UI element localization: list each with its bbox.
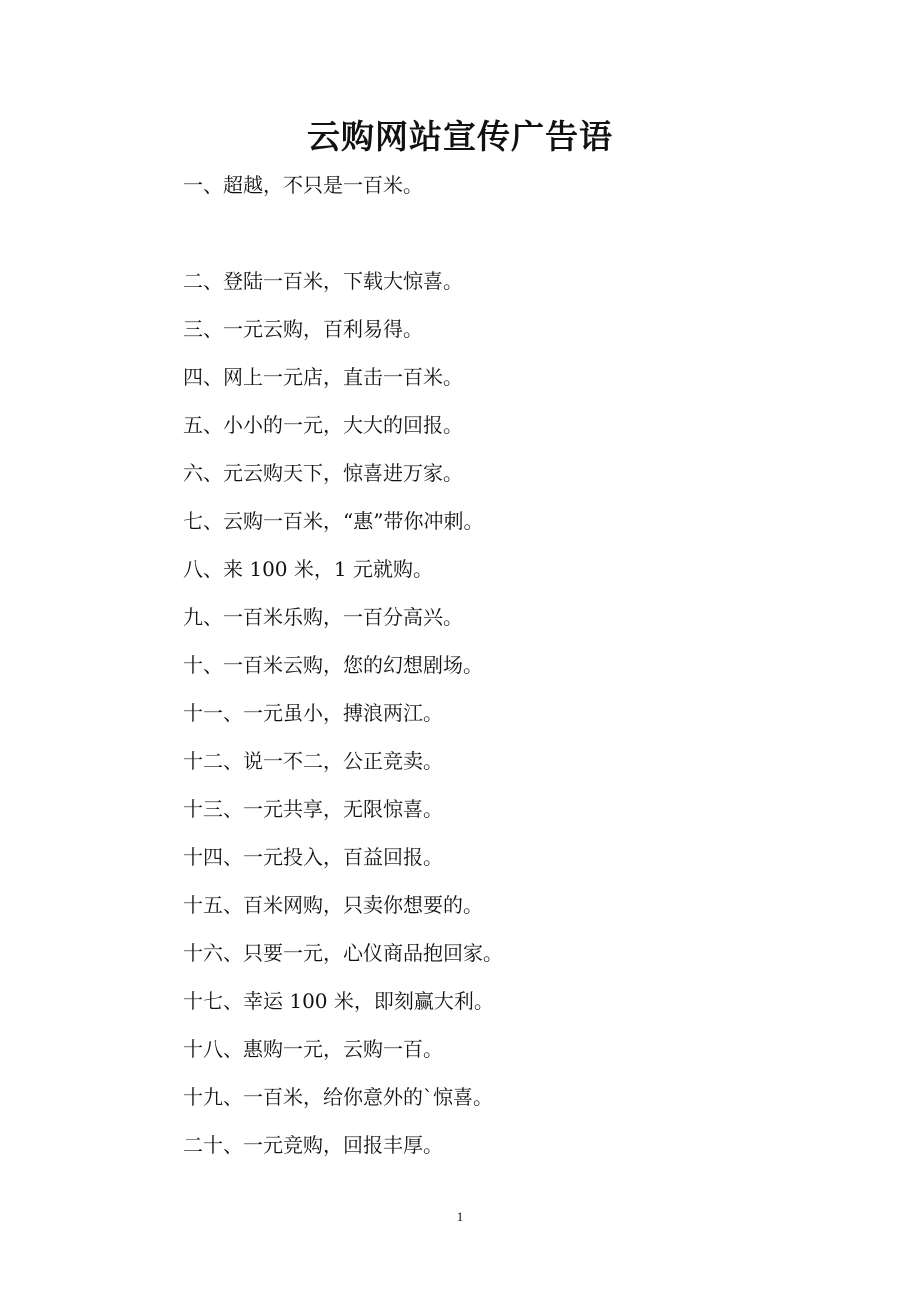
list-item: 八、来 100 米，1 元就购。 [183,557,433,581]
slogan-list [183,165,783,1173]
list-item: 五、小小的一元，大大的回报。 [183,413,463,437]
list-item: 十七、幸运 100 米，即刻赢大利。 [183,989,494,1013]
page-title: 云购网站宣传广告语 [307,117,613,156]
list-item: 十四、一元投入，百益回报。 [183,845,443,869]
list-item: 二、登陆一百米，下载大惊喜。 [183,269,463,293]
list-item: 十三、一元共享，无限惊喜。 [183,797,443,821]
list-item: 十二、说一不二，公正竞卖。 [183,749,443,773]
list-item: 七、云购一百米，“惠”带你冲刺。 [183,509,484,533]
list-item: 十九、一百米，给你意外的`惊喜。 [183,1085,493,1109]
page-number: 1 [456,1209,464,1224]
list-item: 四、网上一元店，直击一百米。 [183,365,463,389]
list-item: 三、一元云购，百利易得。 [183,317,423,341]
list-item: 二十、一元竞购，回报丰厚。 [183,1133,443,1157]
list-item: 十八、惠购一元，云购一百。 [183,1037,443,1061]
list-item: 六、元云购天下，惊喜进万家。 [183,461,463,485]
list-item: 十五、百米网购，只卖你想要的。 [183,893,483,917]
list-item: 十六、只要一元，心仪商品抱回家。 [183,941,503,965]
list-item: 九、一百米乐购，一百分高兴。 [183,605,463,629]
list-item: 十一、一元虽小，搏浪两江。 [183,701,443,725]
list-item: 十、一百米云购，您的幻想剧场。 [183,653,483,677]
list-item: 一、超越，不只是一百米。 [183,173,423,197]
